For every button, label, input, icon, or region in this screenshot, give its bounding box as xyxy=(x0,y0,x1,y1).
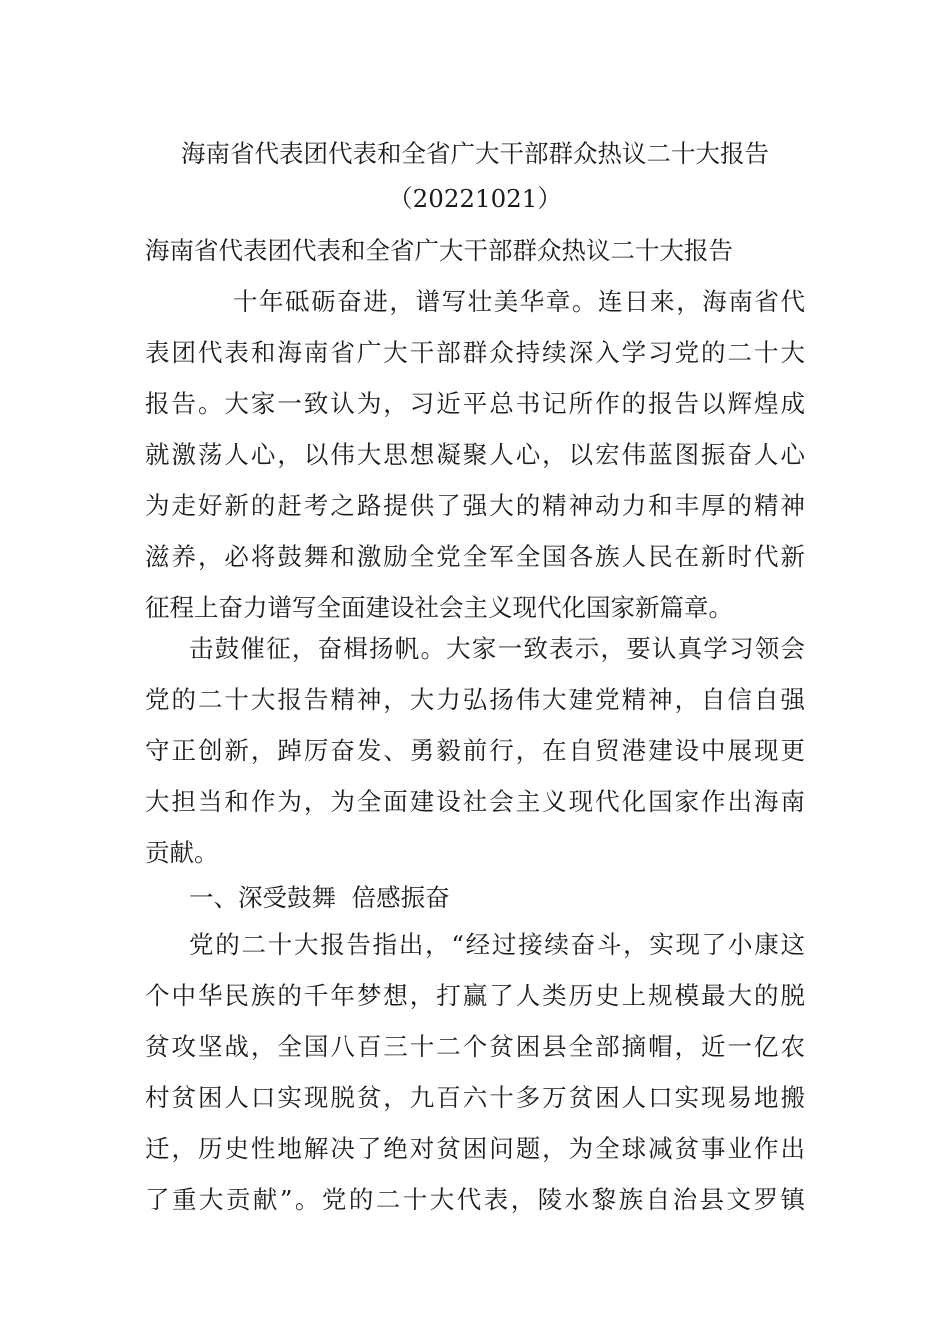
paragraph-3-line: 迁，历史性地解决了绝对贫困问题，为全球减贫事业作出 xyxy=(145,1134,805,1163)
section-heading: 一、深受鼓舞 倍感振奋 xyxy=(189,883,450,912)
paragraph-3-line: 个中华民族的千年梦想，打赢了人类历史上规模最大的脱 xyxy=(145,981,805,1010)
paragraph-2-line: 守正创新，踔厉奋发、勇毅前行，在自贸港建设中展现更 xyxy=(145,736,805,765)
document-title: 海南省代表团代表和全省广大干部群众热议二十大报告 xyxy=(181,139,769,168)
paragraph-2-line: 党的二十大报告精神，大力弘扬伟大建党精神，自信自强 xyxy=(145,685,805,714)
paragraph-1-line: 十年砥砺奋进，谱写壮美华章。连日来，海南省代 xyxy=(233,287,805,316)
paragraph-1-line: 为走好新的赶考之路提供了强大的精神动力和丰厚的精神 xyxy=(145,491,805,520)
paragraph-1-line: 滋养，必将鼓舞和激励全党全军全国各族人民在新时代新 xyxy=(145,542,805,571)
paragraph-1-line: 就激荡人心，以伟大思想凝聚人心，以宏伟蓝图振奋人心 xyxy=(145,440,805,469)
paragraph-1-line: 报告。大家一致认为，习近平总书记所作的报告以辉煌成 xyxy=(145,389,805,418)
paragraph-2-line: 击鼓催征，奋楫扬帆。大家一致表示，要认真学习领会 xyxy=(189,634,805,663)
paragraph-1-line: 表团代表和海南省广大干部群众持续深入学习党的二十大 xyxy=(145,338,805,367)
paragraph-2-line: 大担当和作为，为全面建设社会主义现代化国家作出海南 xyxy=(145,787,805,816)
paragraph-1-line: 征程上奋力谱写全面建设社会主义现代化国家新篇章。 xyxy=(145,593,733,622)
paragraph-3-line: 贫攻坚战，全国八百三十二个贫困县全部摘帽，近一亿农 xyxy=(145,1032,805,1061)
paragraph-3-line: 村贫困人口实现脱贫，九百六十多万贫困人口实现易地搬 xyxy=(145,1083,805,1112)
document-subtitle: 海南省代表团代表和全省广大干部群众热议二十大报告 xyxy=(145,236,733,265)
paragraph-3-line: 了重大贡献”。党的二十大代表，陵水黎族自治县文罗镇 xyxy=(145,1185,805,1214)
paragraph-3-line: 党的二十大报告指出，“经过接续奋斗，实现了小康这 xyxy=(189,930,805,959)
paragraph-2-line: 贡献。 xyxy=(145,838,219,867)
document-date: （20221021） xyxy=(388,184,562,213)
